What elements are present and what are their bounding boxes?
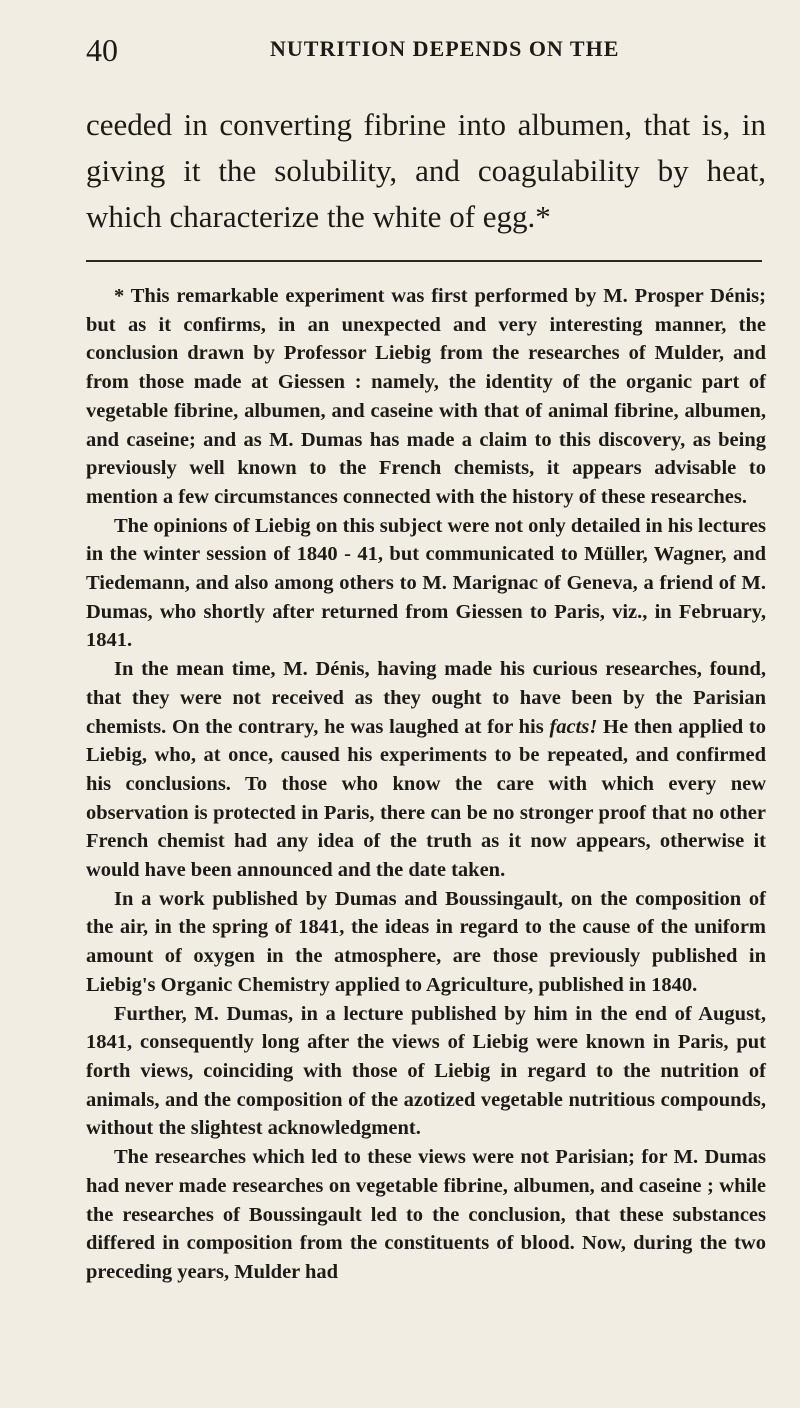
footnote-text: He then applied to Liebig, who, at once, caused his experiments to be repeated, and confirmed his conclusions. To those who know the care with which every new observation is protected in Paris, there can be no stronger proof that no other French chemist had any idea of the truth as it now appears, otherwise it would have been announced and the date taken. <box>86 715 766 882</box>
footnote-paragraph <box>86 655 766 885</box>
footnotes <box>86 282 766 1287</box>
footnote-paragraph: The opinions of Liebig on this subject were not only detailed in his lectures in the winter session of 1840 - 41, but communicated to Müller, Wagner, and Tiedemann, and also among others to M. Marignac of Geneva, a friend of M. Dumas, who shortly after returned from Giessen to Paris, viz., in February, 1841. <box>86 514 766 652</box>
footnote-paragraph: Further, M. Dumas, in a lecture published by him in the end of August, 1841, consequently long after the views of Liebig were known in Paris, put forth views, coinciding with those of Liebig in regard to the nutrition of animals, and the composition of the azotized vegetable nutritious compounds, without the slightest acknowledgment. <box>86 1002 766 1140</box>
running-title: NUTRITION DEPENDS ON THE <box>270 36 620 61</box>
page-number: 40 <box>86 32 118 68</box>
running-head <box>86 30 766 72</box>
footnote-paragraph: * This remarkable experiment was first performed by M. Prosper Dénis; but as it confirms, in an unexpected and very interesting manner, the conclusion drawn by Professor Liebig from the researches of Mulder, and from those made at Giessen : namely, the identity of the organic part of vegetable fibrine, albumen, and caseine with that of animal fibrine, albumen, and caseine; and as M. Dumas has made a claim to this discovery, as being previously well known to the French chemists, it appears advisable to mention a few circumstances connected with the history of these researches. <box>86 285 766 508</box>
main-text: ceeded in converting fibrine into albumen, that is, in giving it the solubility, and coagulability by heat, which characterize the white of egg.* <box>86 107 766 234</box>
footnote-paragraph: In a work published by Dumas and Boussingault, on the composition of the air, in the spring of 1841, the ideas in regard to the cause of the uniform amount of oxygen in the atmosphere, are those previously published in Liebig's Organic Chemistry applied to Agriculture, published in 1840. <box>86 887 766 996</box>
footnote-text: In the mean time, M. Dénis, having made his curious researches, found, that they were not received as they ought to have been by the Parisian chemists. On the contrary, he was laughed at for his <box>86 658 766 738</box>
footnote-divider <box>86 260 762 262</box>
footnote-emphasis: facts! <box>549 715 598 738</box>
footnote-paragraph: The researches which led to these views were not Parisian; for M. Dumas had never made researches on vegetable fibrine, albumen, and caseine ; while the researches of Boussingault led to the conclusion, that these substances differed in composition from the constituents of blood. Now, during the two preceding years, Mulder had <box>86 1146 766 1283</box>
